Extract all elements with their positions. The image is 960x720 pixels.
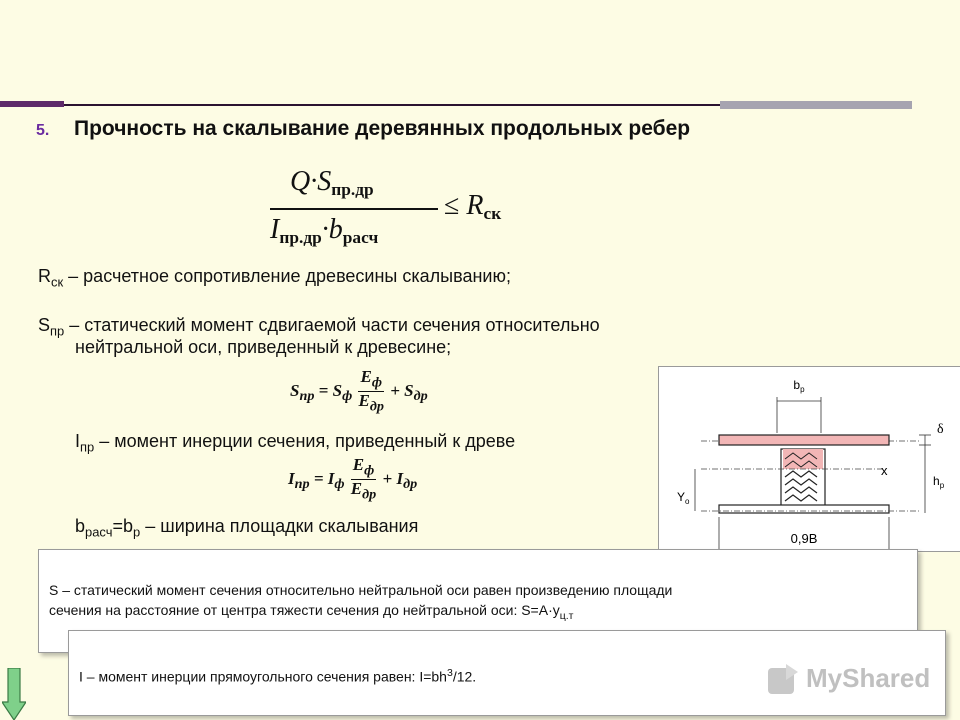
subscript: р (133, 524, 141, 540)
fraction (358, 368, 383, 416)
heading-text: Прочность на скалывание деревянных продольных ребер (74, 117, 691, 140)
main-formula (268, 164, 568, 254)
symbol: S (290, 380, 300, 400)
symbol-q: Q (290, 166, 311, 197)
label-width: 0,9B (790, 531, 818, 546)
note-text (79, 663, 476, 687)
title-accent-bar-right (720, 101, 912, 109)
symbol-s: S (317, 166, 332, 197)
dot-operator: · (310, 166, 318, 197)
symbol: I (396, 468, 404, 488)
subscript: ск (51, 274, 64, 290)
definition-spr-continued: нейтральной оси, приведенный к древесине; (75, 337, 452, 357)
subscript: пр.др (331, 180, 374, 200)
label-x: x (881, 463, 888, 478)
title-rule (64, 104, 720, 106)
symbol-i: I (270, 214, 280, 245)
definition-text: – ширина площадки скалывания (140, 516, 419, 536)
note-text (49, 580, 672, 626)
subscript: ф (364, 462, 375, 479)
label-bp: $b_р$ (793, 378, 805, 394)
logo-text: MyShared (806, 663, 931, 693)
heading-number: 5. (36, 122, 50, 139)
subscript: пр (50, 323, 65, 339)
definition-text: – статический момент сдвигаемой части сечения относительно (64, 315, 600, 335)
subscript: пр (80, 439, 95, 455)
formula-s-pr (290, 368, 428, 416)
fraction-bottom (358, 392, 383, 415)
title-accent-bar (0, 101, 64, 107)
logo-icon (766, 662, 800, 696)
note-line-text: сечения на расстояние от центра тяжести сечения до нейтральной оси: S=A·y (49, 602, 560, 618)
symbol: S (332, 380, 343, 400)
equals-operator: = (318, 380, 329, 400)
symbol: E (352, 455, 365, 474)
symbol: S (38, 315, 51, 335)
note-line (49, 600, 672, 626)
le-operator: ≤ (444, 190, 460, 221)
equals-operator: = (313, 468, 324, 488)
symbol-b: b (328, 214, 343, 245)
subscript: др (403, 476, 418, 493)
subscript: ск (483, 204, 502, 224)
symbol: S (404, 380, 414, 400)
bottom-flange (719, 505, 889, 513)
note-line-text: /12. (452, 668, 477, 685)
top-flange (719, 435, 889, 445)
main-formula-numerator (290, 166, 374, 200)
subscript: пр (299, 388, 315, 405)
watermark-logo (766, 660, 931, 696)
symbol: E (358, 391, 370, 411)
subscript: др (362, 486, 377, 503)
subscript: расч (85, 524, 113, 540)
note-line: S – статический момент сечения относительно нейтральной оси равен произведению площади (49, 582, 673, 598)
symbol: E (350, 479, 363, 499)
dot-operator: · (321, 214, 329, 245)
symbol: I (288, 468, 295, 488)
definition-ipr (75, 430, 515, 459)
subscript: ф (342, 388, 353, 405)
definition-text: – момент инерции сечения, приведенный к древе (94, 431, 516, 451)
fraction (351, 456, 376, 504)
subscript: ф (334, 476, 345, 493)
definition-rck (38, 265, 511, 294)
subscript: расч (342, 228, 379, 248)
fraction-bar (270, 208, 438, 210)
cross-section-drawing (659, 367, 960, 551)
label-delta: δ (937, 422, 944, 437)
main-formula-rhs (444, 190, 501, 224)
label-hp: $h_р$ (933, 474, 945, 490)
definition-brasch (75, 515, 418, 544)
symbol: R (38, 266, 51, 286)
symbol: E (360, 367, 372, 386)
subscript: пр.др (279, 228, 322, 248)
definition-text: – расчетное сопротивление древесины скалыванию; (63, 266, 511, 286)
subscript: ф (371, 374, 382, 391)
label-yo: $Y_о$ (677, 490, 690, 506)
symbol: b (75, 516, 86, 536)
fraction-bottom (351, 480, 376, 503)
main-formula-denominator (270, 214, 378, 248)
cross-section-diagram (658, 366, 960, 552)
subscript: др (413, 388, 428, 405)
equals-text: =b (112, 516, 134, 536)
plus-operator: + (382, 468, 393, 488)
subscript: ц.т (559, 609, 574, 622)
note-line-text: I – момент инерции прямоугольного сечения равен: I=bh (79, 668, 447, 685)
slide-heading (36, 117, 690, 141)
fraction-top (351, 456, 376, 480)
down-arrow-icon[interactable] (2, 668, 26, 720)
subscript: др (369, 398, 384, 415)
fraction-top (358, 368, 383, 392)
formula-i-pr (288, 456, 417, 504)
subscript: пр (294, 476, 310, 493)
symbol-r: R (466, 190, 484, 221)
superscript: 3 (446, 667, 453, 679)
symbol: I (327, 468, 335, 488)
plus-operator: + (390, 380, 400, 400)
symbol: I (75, 431, 81, 451)
